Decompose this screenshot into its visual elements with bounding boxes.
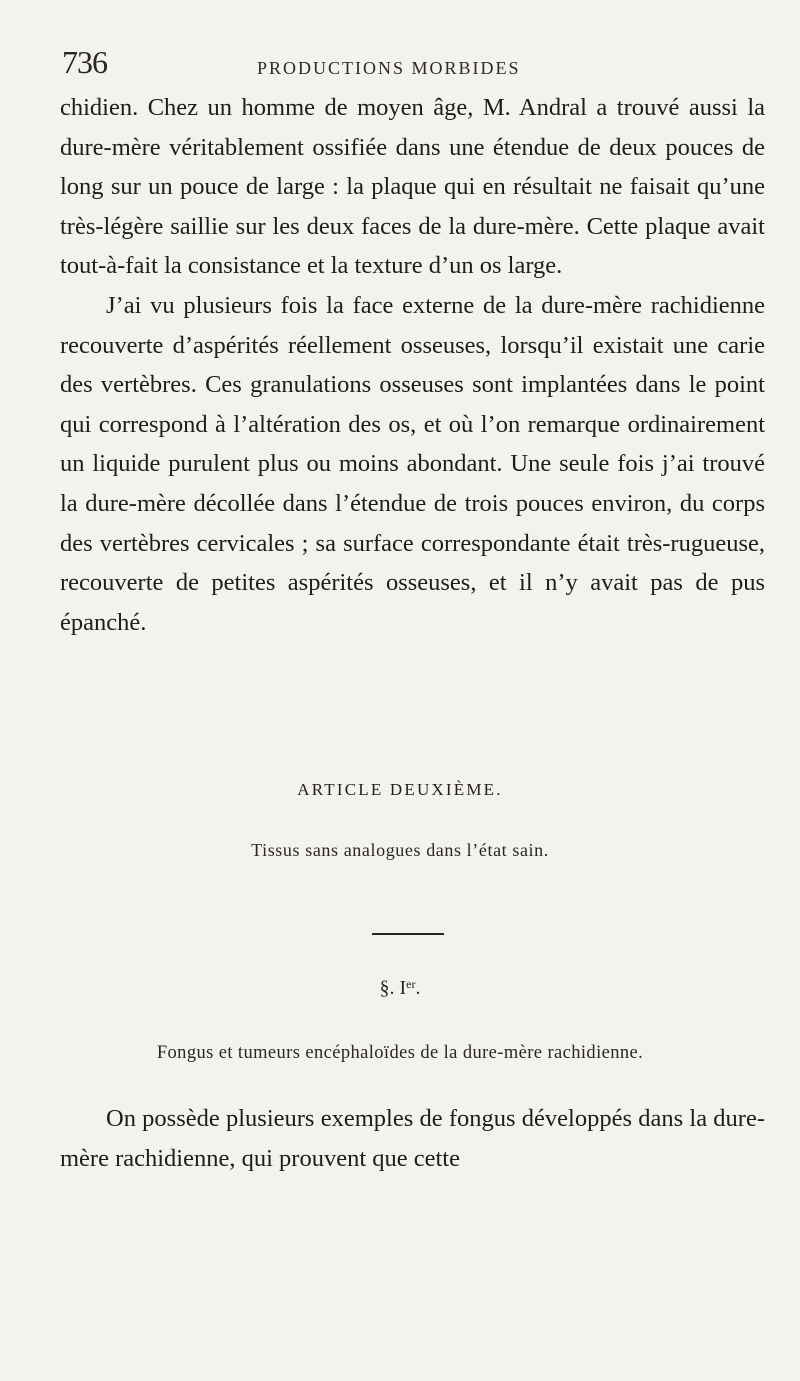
article-heading: ARTICLE DEUXIÈME. xyxy=(297,780,503,799)
section-mark: §. Ier. xyxy=(379,977,421,999)
section-mark-text: §. I xyxy=(379,977,407,999)
section-mark-superscript: er xyxy=(406,977,416,991)
paragraph-continuation: chidien. Chez un homme de moyen âge, M. Andral a trouvé aussi la dure-mère véritablement ossifiée dans une étendue de deux pouces de long sur un pouce de large : la plaque qui en résultait ne faisait qu’une très-légère saillie sur les deux faces de la dure-mère. Cette plaque avait tout-à-fait la consistance et la texture d’un os large. xyxy=(60,94,765,280)
article-subtitle: Tissus sans analogues dans l’état sain. xyxy=(251,840,549,860)
page-number: 736 xyxy=(62,44,107,80)
section-divider xyxy=(372,933,444,935)
section-title: Fongus et tumeurs encéphaloïdes de la dure-mère rachidienne. xyxy=(156,1043,644,1063)
page-header xyxy=(62,44,762,84)
body-text xyxy=(60,88,765,642)
running-title: PRODUCTIONS MORBIDES xyxy=(257,58,521,78)
final-text xyxy=(60,1099,765,1178)
paragraph-dure-mere-rachidienne: J’ai vu plusieurs fois la face externe de la dure-mère rachidienne recouverte d’aspérités réellement osseuses, lorsqu’il existait une carie des vertèbres. Ces granulations osseuses sont implantées dans le point qui correspond à l’altération des os, et où l’on remarque ordinairement un liquide purulent plus ou moins abondant. Une seule fois j’ai trouvé la dure-mère décollée dans l’étendue de trois pouces environ, du corps des vertèbres cervicales ; sa surface correspondante était très-rugueuse, recouverte de petites aspérités osseuses, et il n’y avait pas de pus épanché. xyxy=(60,291,765,636)
paragraph-fongus: On possède plusieurs exemples de fongus développés dans la dure-mère rachidienne, qui prouvent que cette xyxy=(60,1105,765,1172)
